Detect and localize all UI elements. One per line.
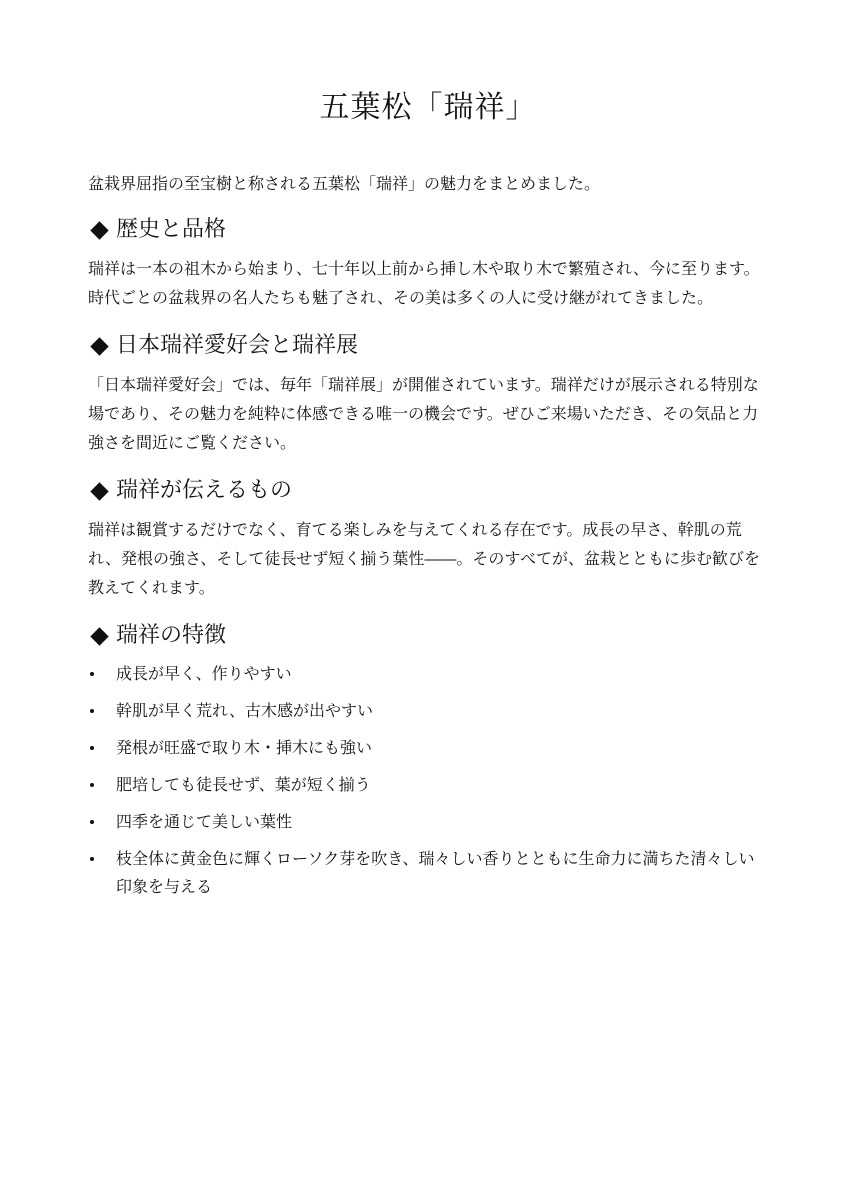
bullet-icon (90, 783, 94, 787)
bullet-icon (90, 672, 94, 676)
section-body-history: 瑞祥は一本の祖木から始まり、七十年以上前から挿し木や取り木で繁殖され、今に至ります。時代ごとの盆栽界の名人たちも魅了され、その美は多くの人に受け継がれてきました。 (88, 259, 760, 307)
list-item (88, 697, 768, 725)
list-item (88, 808, 768, 836)
section-heading-message (88, 475, 768, 507)
bullet-icon (90, 746, 94, 750)
list-item-text: 枝全体に黄金色に輝くローソク芽を吹き、瑞々しい香りとともに生命力に満ちた清々しい印象を与える (116, 849, 755, 896)
section-heading-text: 日本瑞祥愛好会と瑞祥展 (116, 333, 359, 358)
section-body-message: 瑞祥は観賞するだけでなく、育てる楽しみを与えてくれる存在です。成長の早さ、幹肌の荒れ、発根の強さ、そして徒長せず短く揃う葉性――。そのすべてが、盆栽とともに歩む歓びを教えてくれます。 (88, 520, 761, 597)
intro-paragraph: 盆栽界屈指の至宝樹と称される五葉松「瑞祥」の魅力をまとめました。 (88, 174, 601, 193)
bullet-icon (90, 709, 94, 713)
feature-list (88, 660, 768, 901)
list-item-text: 肥培しても徒長せず、葉が短く揃う (116, 775, 371, 794)
list-item-text: 四季を通じて美しい葉性 (116, 812, 293, 831)
diamond-bullet-icon (90, 337, 108, 355)
section-heading-features (88, 620, 768, 652)
bullet-icon (90, 820, 94, 824)
section-body-society: 「日本瑞祥愛好会」では、毎年「瑞祥展」が開催されています。瑞祥だけが展示される特別な場であり、その魅力を純粋に体感できる唯一の機会です。ぜひご来場いただき、その気品と力強さを間近にご覧ください。 (88, 375, 759, 452)
list-item (88, 771, 768, 799)
list-item (88, 845, 768, 901)
diamond-bullet-icon (90, 221, 108, 239)
list-item (88, 734, 768, 762)
list-item-text: 成長が早く、作りやすい (116, 664, 292, 683)
section-heading-text: 歴史と品格 (116, 217, 227, 242)
list-item (88, 660, 768, 688)
document-page (88, 0, 768, 910)
section-heading-history (88, 214, 768, 246)
diamond-bullet-icon (90, 627, 108, 645)
diamond-bullet-icon (90, 482, 108, 500)
section-heading-text: 瑞祥が伝えるもの (116, 478, 293, 503)
list-item-text: 発根が旺盛で取り木・挿木にも強い (116, 738, 373, 757)
bullet-icon (90, 857, 94, 861)
page-title: 五葉松「瑞祥」 (319, 90, 537, 125)
section-heading-society (88, 330, 768, 362)
section-heading-text: 瑞祥の特徴 (116, 623, 227, 648)
list-item-text: 幹肌が早く荒れ、古木感が出やすい (116, 701, 373, 720)
